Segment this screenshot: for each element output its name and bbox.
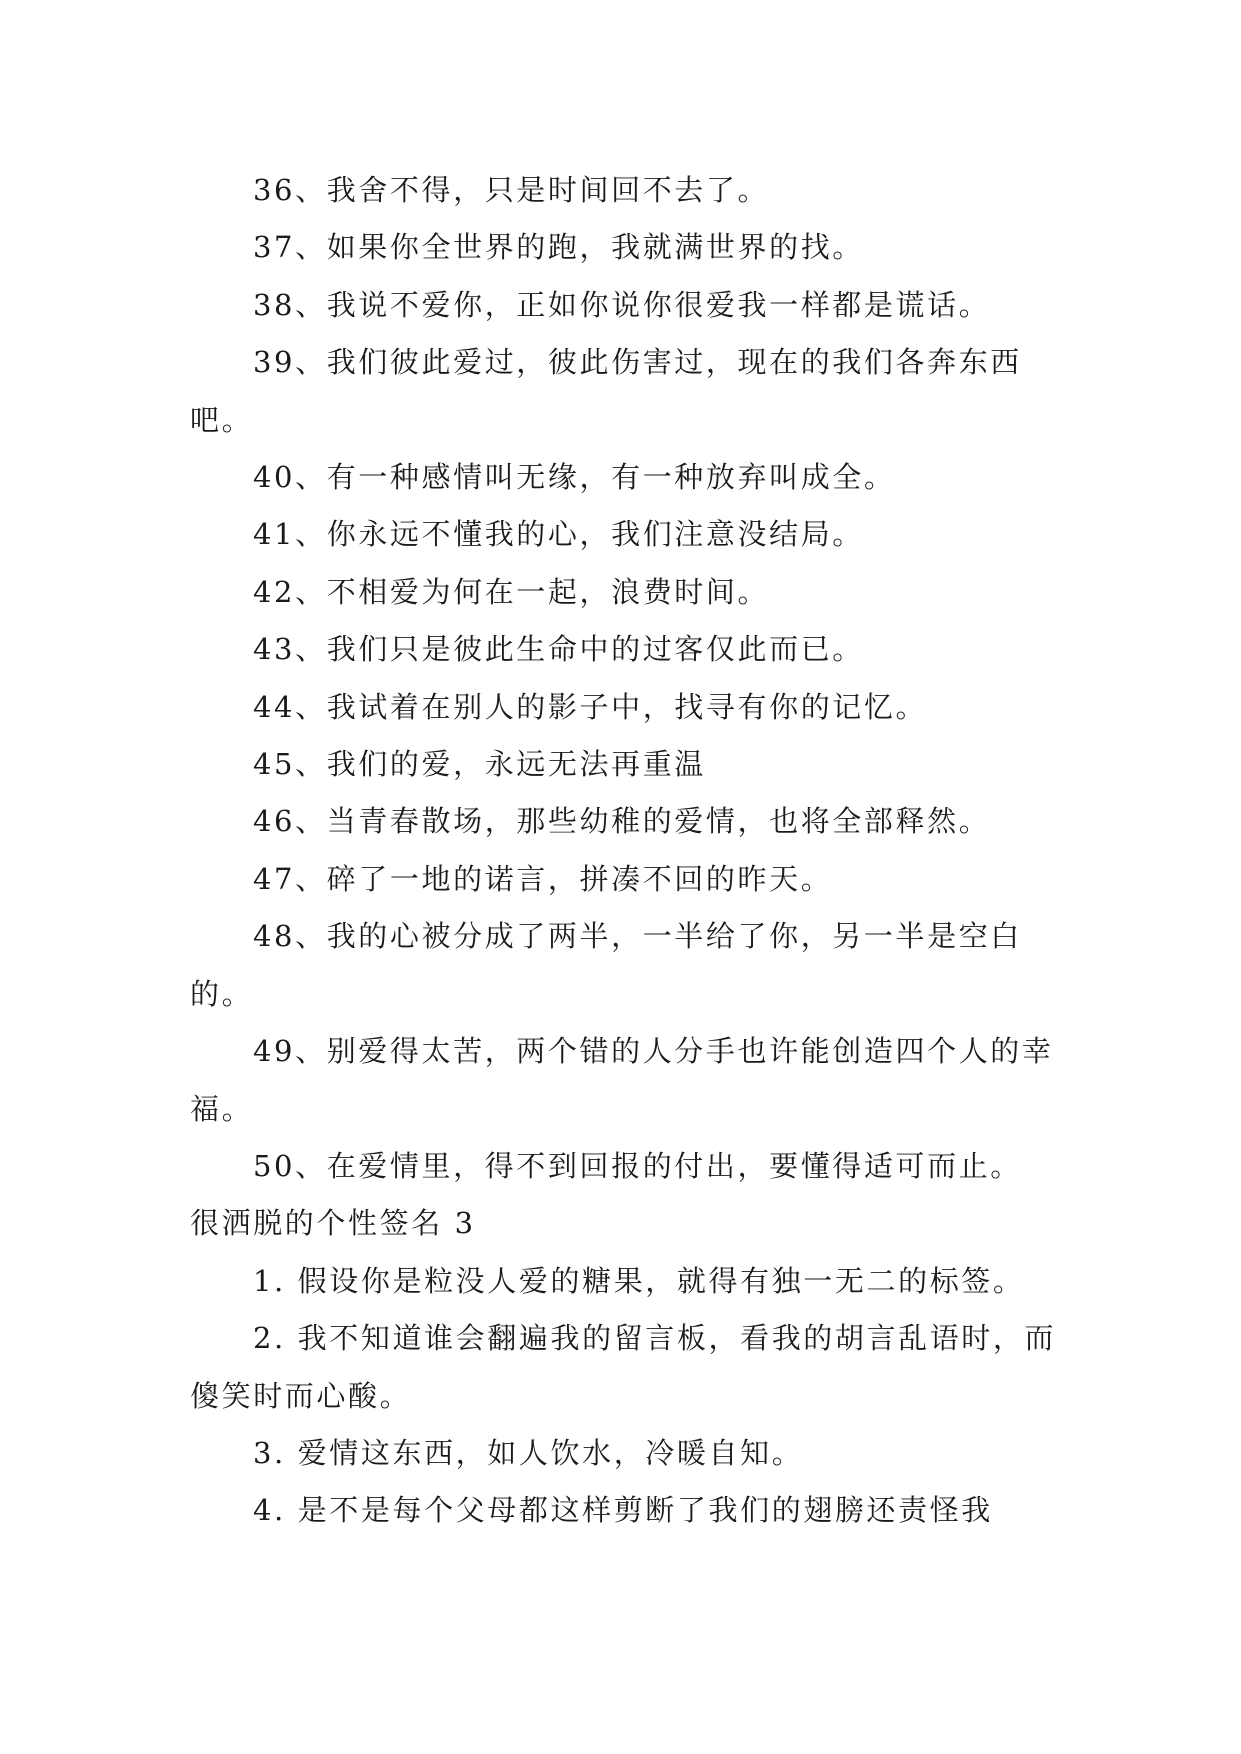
paragraph-47: 47、碎了一地的诺言，拼凑不回的昨天。 [253,861,833,896]
paragraph-42: 42、不相爱为何在一起，浪费时间。 [253,574,770,609]
paragraph-45: 45、我们的爱，永远无法再重温 [253,747,706,782]
paragraph-43: 43、我们只是彼此生命中的过客仅此而已。 [253,632,864,667]
section-heading: 很洒脱的个性签名 3 [190,1206,476,1241]
section-paragraph-1: 1. 假设你是粒没人爱的糖果，就得有独一无二的标签。 [253,1263,1025,1298]
paragraph-46: 46、当青春散场，那些幼稚的爱情，也将全部释然。 [253,804,991,839]
paragraph-48: 48、我的心被分成了两半，一半给了你，另一半是空白的。 [190,919,1022,1011]
paragraph-39: 39、我们彼此爱过，彼此伤害过，现在的我们各奔东西吧。 [190,345,1022,437]
section-paragraph-4: 4. 是不是每个父母都这样剪断了我们的翅膀还责怪我 [253,1493,993,1528]
paragraph-50: 50、在爱情里，得不到回报的付出，要懂得适可而止。 [253,1148,1022,1183]
paragraph-40: 40、有一种感情叫无缘，有一种放弃叫成全。 [253,460,896,495]
paragraph-41: 41、你永远不懂我的心，我们注意没结局。 [253,517,864,552]
section-paragraph-3: 3. 爱情这东西，如人饮水，冷暖自知。 [253,1435,804,1470]
paragraph-49: 49、别爱得太苦，两个错的人分手也许能创造四个人的幸福。 [190,1034,1054,1126]
paragraph-36: 36、我舍不得，只是时间回不去了。 [253,173,770,207]
paragraph-44: 44、我试着在别人的影子中，找寻有你的记忆。 [253,689,928,724]
paragraph-38: 38、我说不爱你，正如你说你很爱我一样都是谎话。 [253,287,991,322]
section-paragraph-2: 2. 我不知道谁会翻遍我的留言板，看我的胡言乱语时，而傻笑时而心酸。 [190,1321,1057,1413]
document-body [190,162,1070,1540]
paragraph-37: 37、如果你全世界的跑，我就满世界的找。 [253,230,864,265]
